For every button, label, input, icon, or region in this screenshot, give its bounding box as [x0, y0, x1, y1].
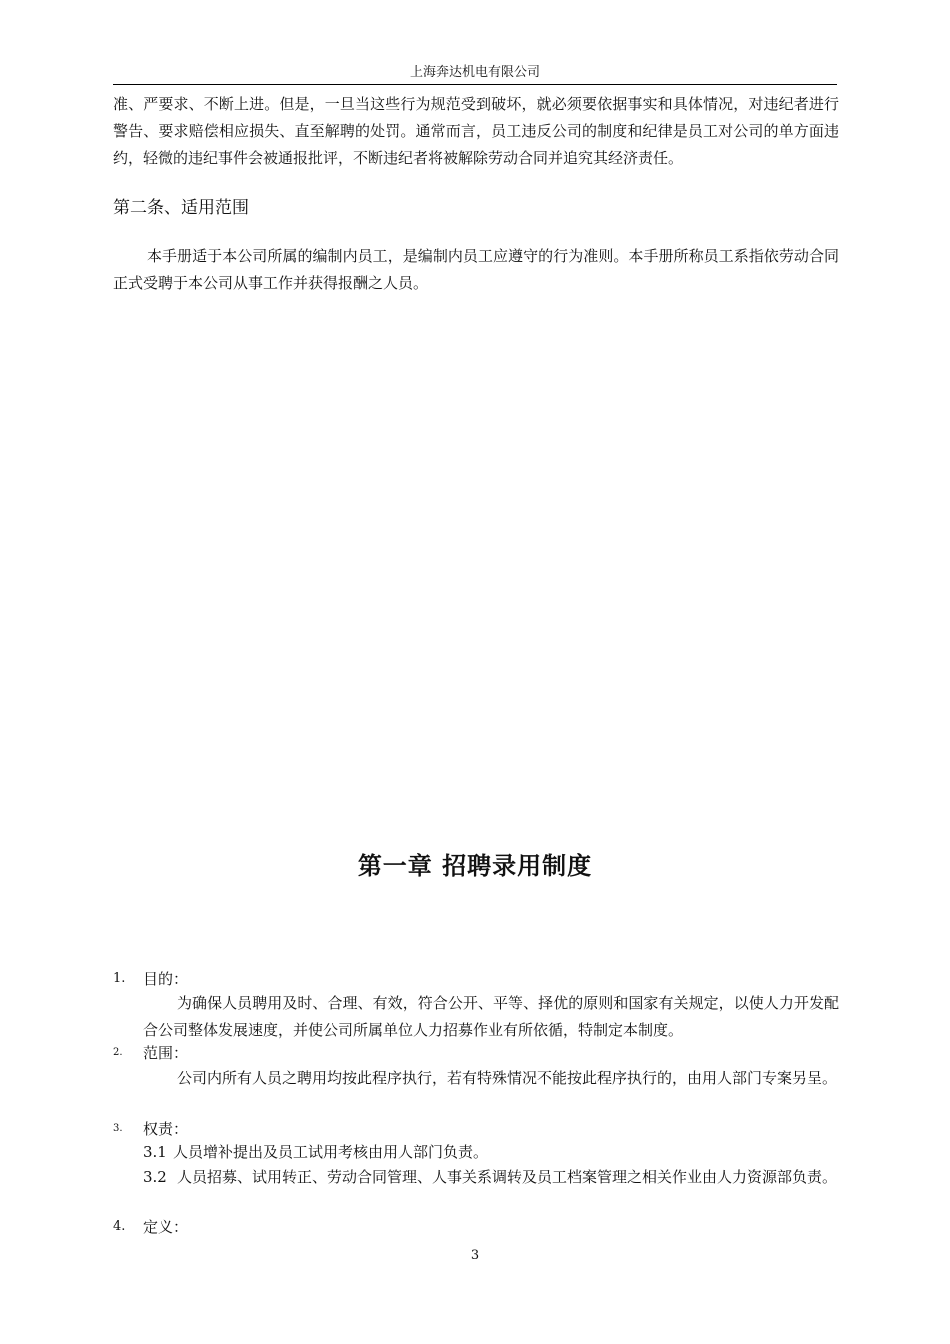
- item-purpose-body: 为确保人员聘用及时、合理、有效，符合公开、平等、择优的原则和国家有关规定，以使人力开发配合公司整体发展速度，并使公司所属单位人力招募作业有所依循，特制定本制度。: [143, 994, 839, 1039]
- item-number: 4.: [113, 1219, 126, 1234]
- subitem: [143, 1164, 839, 1191]
- subitem: [143, 1139, 839, 1166]
- chapter-title: 第一章 招聘录用制度: [357, 851, 593, 880]
- subitem-text: 人员增补提出及员工试用考核由用人部门负责。: [173, 1143, 489, 1161]
- subitem-number: 3.1: [143, 1143, 167, 1161]
- item-label: 定义：: [143, 1218, 189, 1236]
- subitem-number: 3.2: [143, 1168, 167, 1186]
- item-label: 范围：: [143, 1044, 189, 1062]
- intro-paragraph: 准、严要求、不断上进。但是，一旦当这些行为规范受到破坏，就必须要依据事实和具体情况，对违纪者进行警告、要求赔偿相应损失、直至解聘的处罚。通常而言，员工违反公司的制度和纪律是员工对公司的单方面违约，轻微的违纪事件会被通报批评，不断违纪者将被解除劳动合同并追究其经济责任。: [113, 95, 839, 167]
- article-2-body: 本手册适于本公司所属的编制内员工，是编制内员工应遵守的行为准则。本手册所称员工系指依劳动合同正式受聘于本公司从事工作并获得报酬之人员。: [113, 247, 839, 292]
- item-number: 1.: [113, 971, 126, 986]
- item-label: 权责：: [143, 1120, 189, 1138]
- item-number: 3.: [113, 1123, 123, 1134]
- item-number: 2.: [113, 1047, 123, 1058]
- item-scope-body: 公司内所有人员之聘用均按此程序执行，若有特殊情况不能按此程序执行的，由用人部门专案另呈。: [177, 1069, 838, 1087]
- page-number: 3: [470, 1248, 480, 1263]
- subitem-text: 人员招募、试用转正、劳动合同管理、人事关系调转及员工档案管理之相关作业由人力资源部负责。: [177, 1168, 838, 1186]
- article-2-heading: 第二条、适用范围: [113, 198, 249, 218]
- header-rule: [113, 84, 837, 85]
- running-header: 上海奔达机电有限公司: [409, 65, 540, 80]
- item-label: 目的：: [143, 970, 189, 988]
